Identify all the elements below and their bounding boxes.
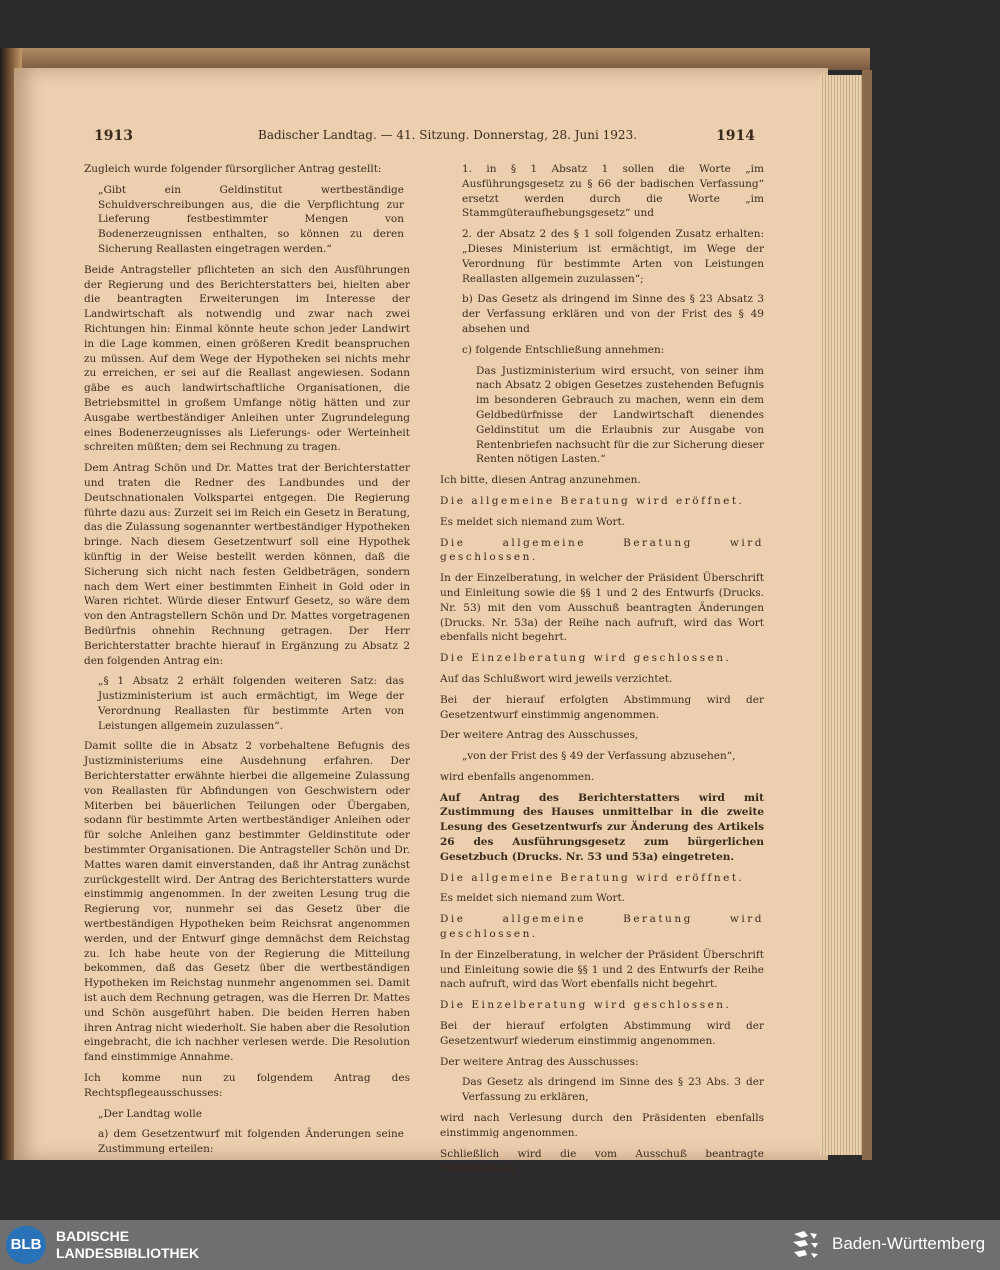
paragraph: Der weitere Antrag des Ausschusses, bbox=[440, 729, 639, 742]
right-column bbox=[440, 162, 764, 1182]
quote: Das Gesetz als dringend im Sinne des § 23 Abs. 3 der Verfassung zu erklären, bbox=[462, 1076, 764, 1104]
page-number-left: 1913 bbox=[94, 128, 133, 144]
paragraph: Es meldet sich niemand zum Wort. bbox=[440, 515, 626, 528]
book-cover-top bbox=[0, 48, 870, 70]
paragraph: Zugleich wurde folgender fürsorglicher Antrag gestellt: bbox=[84, 163, 382, 175]
quote: „Gibt ein Geldinstitut wertbeständige Schuldverschreibungen aus, die die Verpflichtung zur Lieferung festbestimmter Mengen von Bodenerzeugnissen enthalten, so können zu deren Sicherung Reallasten eingetragen werden.“ bbox=[98, 183, 404, 255]
procedure-line: Die allgemeine Beratung wird geschlossen. bbox=[440, 536, 764, 564]
paragraph: In der Einzelberatung, in welcher der Präsident Überschrift und Einleitung sowie die §§ 1 und 2 des Entwurfs der Reihe nach aufruft, wird das Wort ebenfalls nicht begehrt. bbox=[440, 948, 764, 991]
paragraph: Ich komme nun zu folgendem Antrag des Rechtspflegeausschusses: bbox=[84, 1072, 410, 1099]
paragraph: Damit sollte die in Absatz 2 vorbehaltene Befugnis des Justizministeriums eine Ausdehnung erfahren. Der Berichterstatter erwähnte hierbei die allgemeine Zulassung von Reallasten für Abfindungen von Geschwistern oder Miterben bei bäuerlichen Teilungen oder Übergaben, sodann für bestimmte Arten wertbeständiger Anleihen oder für solche Anleihen ganz bestimmter Geldinstitute oder bestimmter Organisationen. Die Antragsteller Schön und Dr. Mattes waren damit einverstanden, daß ihr Antrag zunächst zurückgestellt wird. Der Antrag des Berichterstatters wurde einstimmig angenommen. In der zweiten Lesung trug die Regierung vor, nunmehr sei das Gesetz über die wertbeständigen Hypotheken beim Reichsrat angenommen werden, und der Entwurf ginge demnächst dem Reichstag zu. Ich habe heute von der Regierung die Mitteilung bekommen, daß das Gesetz über die wertbeständigen Hypotheken im Reichstag nunmehr angenommen sei. Damit ist auch dem Rechnung getragen, was die Herren Dr. Mattes und Schön ausgeführt haben. Die beiden Herren haben ihren Antrag nicht wiederholt. Sie haben aber die Resolution eingebracht, die ich nachher verlesen werde. Die Resolution fand einstimmige Annahme. bbox=[84, 740, 410, 1064]
paragraph: Dem Antrag Schön und Dr. Mattes trat der Berichterstatter und traten die Redner des Landbundes und der Deutschnationalen Volkspartei entgegen. Die Regierung führte dazu aus: Zurzeit sei im Reich ein Gesetz in Beratung, das die Zulassung sogenannter wertbeständiger Hypotheken bringe. Nach diesem Gesetzentwurf soll eine Hypothek künftig in der Weise bestellt werden können, daß die Sicherung sich nicht nach festen Geldbeträgen, sondern nach dem Wert einer bestimmten Einheit in Gold oder in Waren richtet. Würde dieser Entwurf Gesetz, so wäre dem von den Antragstellern Schön und Dr. Mattes vorgetragenen Bedürfnis ohnehin Rechnung getragen. Der Herr Berichterstatter brachte hierauf in Ergänzung zu Absatz 2 den folgenden Antrag ein: bbox=[84, 462, 410, 667]
paragraph: Bei der hierauf erfolgten Abstimmung wird der Gesetzentwurf wiederum einstimmig angenommen. bbox=[440, 1020, 764, 1047]
procedure-line: Die Einzelberatung wird geschlossen. bbox=[440, 652, 732, 665]
paragraph: Ich bitte, diesen Antrag anzunehmen. bbox=[440, 474, 641, 487]
quote: „von der Frist des § 49 der Verfassung abzusehen“, bbox=[462, 750, 736, 763]
paragraph: In der Einzelberatung, in welcher der Präsident Überschrift und Einleitung sowie die §§ 1 und 2 des Entwurfs (Drucks. Nr. 53) mit den vom Ausschuß beantragten Änderungen (Drucks. Nr. 53a) der Reihe nach aufruft, wird das Wort ebenfalls nicht begehrt. bbox=[440, 572, 764, 644]
paragraph: wird ebenfalls angenommen. bbox=[440, 770, 595, 783]
paragraph: Auf das Schlußwort wird jeweils verzichtet. bbox=[440, 672, 673, 685]
book-cover-right bbox=[862, 70, 872, 1160]
paragraph: Auf Antrag des Berichterstatters wird mit Zustimmung des Hauses unmittelbar in die zweite Lesung des Gesetzentwurfs zur Änderung des Artikels 26 des Ausführungsgesetz zum bürgerlichen Gesetzbuch (Drucks. Nr. 53 und 53a) eingetreten. bbox=[440, 791, 764, 863]
list-item: 1. in § 1 Absatz 1 sollen die Worte „im Ausführungsgesetz zu § 66 der badischen Verfassung“ ersetzt werden durch die Worte „im Stammgüteraufhebungsgesetz“ und bbox=[462, 163, 764, 220]
page-edges bbox=[820, 75, 868, 1155]
list-item: a) dem Gesetzentwurf mit folgenden Änderungen seine Zustimmung erteilen: bbox=[98, 1128, 404, 1156]
blb-name[interactable] bbox=[56, 1228, 199, 1262]
list-item: 2. der Absatz 2 des § 1 soll folgenden Zusatz erhalten: „Dieses Ministerium ist ermächtigt, im Wege der Verordnung für bestimmte Arten von Leistungen Reallasten allgemein zuzulassen“; bbox=[462, 228, 764, 285]
left-column bbox=[84, 162, 410, 1163]
paragraph: Bei der hierauf erfolgten Abstimmung wird der Gesetzentwurf einstimmig angenommen. bbox=[440, 693, 764, 721]
running-header: Badischer Landtag. — 41. Sitzung. Donnerstag, 28. Juni 1923. bbox=[258, 128, 638, 142]
paragraph: Beide Antragsteller pflichteten an sich den Ausführungen der Regierung und des Berichterstatters bei, hielten aber die beantragten Erweiterungen im Interesse der Landwirtschaft als notwendig und zwar nach zwei Richtungen hin: Einmal könnte heute schon jeder Landwirt in die Lage kommen, einen größeren Kredit beanspruchen zu müssen. Auf dem Wege der Hypotheken sei nichts mehr zu erreichen, er sei auf die Reallast angewiesen. Sodann gäbe es auch landwirtschaftliche Organisationen, die Betriebsmittel in großem Umfange nötig hätten und zur Ausgabe wertbeständiger Anleihen unter Zugrundelegung eines Bodenerzeugnisses als Lieferungs- oder Werteinheit schreiten müßten; dem sei Rechnung zu tragen. bbox=[84, 263, 410, 454]
list-item: b) Das Gesetz als dringend im Sinne des § 23 Absatz 3 der Verfassung erklären und von der Frist des § 49 absehen und bbox=[462, 293, 764, 335]
blb-logo[interactable]: BLB bbox=[6, 1226, 46, 1264]
baden-wuerttemberg-name[interactable]: Baden-Württemberg bbox=[832, 1234, 986, 1253]
paragraph: Schließlich wird die vom Ausschuß beantragte Entschließung bbox=[440, 1147, 764, 1175]
blb-name-line2: LANDESBIBLIOTHEK bbox=[56, 1245, 200, 1261]
paragraph: Es meldet sich niemand zum Wort. bbox=[440, 892, 626, 905]
procedure-line: Die allgemeine Beratung wird geschlossen. bbox=[440, 913, 764, 941]
quote: Das Justizministerium wird ersucht, von seiner ihm nach Absatz 2 obigen Gesetzes zustehenden Befugnis im besonderen Gebrauch zu machen, wenn ein dem Geldbedürfnisse der Landwirtschaft dienendes Geldinstitut um die Erlaubnis zur Ausgabe von Rentenbriefen nachsucht für die zur Sicherung dieser Renten nötigen Lasten.“ bbox=[476, 364, 764, 466]
list-item: c) folgende Entschließung annehmen: bbox=[462, 343, 665, 356]
lions-icon bbox=[790, 1228, 820, 1262]
blb-name-line1: BADISCHE bbox=[56, 1228, 130, 1244]
quote: „§ 1 Absatz 2 erhält folgenden weiteren Satz: das Justizministerium ist auch ermächtigt, im Wege der Verordnung Reallasten für bestimmte Arten von Leistungen allgemein zuzulassen“. bbox=[98, 675, 404, 732]
procedure-line: Die allgemeine Beratung wird eröffnet. bbox=[440, 871, 745, 884]
paragraph: wird nach Verlesung durch den Präsidenten ebenfalls einstimmig angenommen. bbox=[440, 1112, 764, 1139]
paragraph: Der weitere Antrag des Ausschusses: bbox=[440, 1055, 639, 1068]
procedure-line: Die Einzelberatung wird geschlossen. bbox=[440, 999, 732, 1012]
quote: „Der Landtag wolle bbox=[98, 1107, 202, 1120]
page-number-right: 1914 bbox=[716, 128, 755, 144]
procedure-line: Die allgemeine Beratung wird eröffnet. bbox=[440, 494, 745, 507]
footer-bar bbox=[0, 1220, 1000, 1270]
